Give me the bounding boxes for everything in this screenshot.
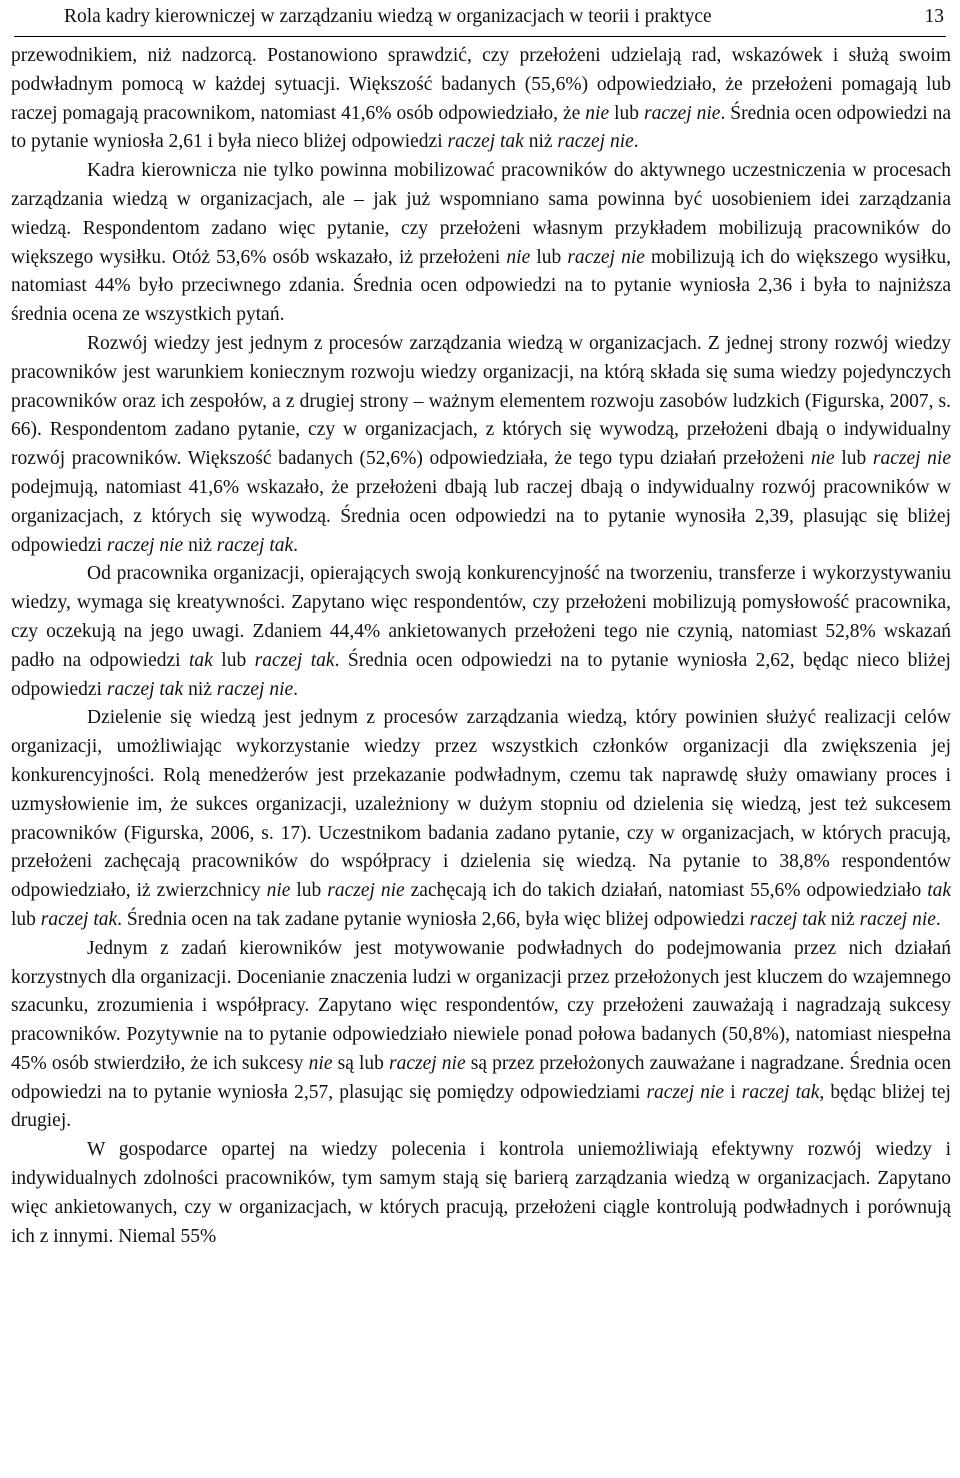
header-title: Rola kadry kierowniczej w zarządzaniu wiedzą w organizacjach w teorii i praktyce [64,6,712,27]
paragraph [11,1136,951,1251]
paragraph [11,560,951,704]
italic-term: nie [810,448,835,470]
text-run: . [935,908,941,930]
paragraph [11,935,951,1137]
text-run: niż [183,678,217,700]
italic-term: raczej tak [40,908,118,930]
text-run: Rozwój wiedzy jest jednym z procesów zarządzania wiedzą w organizacjach. Z jednej strony rozwój wiedzy pracowników jest warunkiem koniecznym rozwoju wiedzy organizacji, na którą składa się suma wiedzy pojedynczych pracowników oraz ich zespołów, a z drugiej strony – ważnym elementem rozwoju zasobów ludzkich (Figurska, 2007, s. 66). Respondentom zadano pytanie, czy w organizacjach, z których się wywodzą, przełożeni dbają o indywidualny rozwój pracowników. Większość badanych (52,6%) odpowiedziała, że tego typu działań przełożeni [11,332,951,470]
text-run: niż [825,908,860,930]
italic-term: nie [585,102,610,124]
text-run: niż [183,534,217,556]
paragraph [11,42,951,157]
italic-term: raczej nie [646,1081,725,1103]
page-number: 13 [924,6,944,27]
text-run: . [633,131,639,153]
text-run: Kadra kierownicza nie tylko powinna mobilizować pracowników do aktywnego uczestniczenia w procesach zarządzania wiedzą w organizacjach, ale – jak już wspomniano sama powinna być uosobieniem idei zarządzania wiedzą. Respondentom zadano więc pytanie, czy przełożeni własnym przykładem mobilizują pracowników do większego wysiłku. Otóż 53,6% osób wskazało, iż przełożeni [11,160,951,268]
italic-term: nie [266,880,291,902]
paragraph [11,704,951,934]
text-run: lub [530,246,568,268]
italic-term: raczej tak [106,678,184,700]
italic-term: raczej tak [216,534,294,556]
italic-term: raczej tak [741,1081,820,1103]
text-run: są przez przełożonych zauważane i nagradzane. Średnia ocen odpowiedzi na to pytanie wyniosła 2,57, plasując się pomiędzy odpowiedziami [11,1052,951,1103]
paragraph [11,330,951,560]
text-run: niż [523,131,558,153]
italic-term: raczej tak [749,908,826,930]
text-run: są lub [332,1052,390,1074]
text-run: i [724,1081,742,1103]
text-run: , będąc bliżej tej drugiej. [11,1081,951,1132]
text-run: mobilizują ich do większego wysiłku, natomiast 44% było przeciwnego zdania. Średnia ocen odpowiedzi na to pytanie wyniosła 2,36 i była to najniższa średnia ocena ze wszystkich pytań. [11,246,951,326]
italic-term: raczej nie [557,131,634,153]
text-run: Jednym z zadań kierowników jest motywowanie podwładnych do podejmowania przez nich działań korzystnych dla organizacji. Docenianie znaczenia ludzi w organizacji przez przełożonych jest kluczem do wzajemnego szacunku, zrozumienia i współpracy. Zapytano więc respondentów, czy przełożeni zauważają i nagradzają sukcesy pracowników. Pozytywnie na to pytanie odpowiedziało niewiele ponad połowa badanych (50,8%), natomiast niespełna 45% osób stwierdziło, że ich sukcesy [11,937,951,1074]
text-run: lub [212,649,255,671]
text-run: . [293,678,299,700]
text-run: lub [834,448,873,470]
italic-term: raczej nie [567,246,645,268]
italic-term: raczej tak [254,649,335,671]
italic-term: raczej nie [643,102,721,124]
paragraph [11,157,951,330]
text-run: W gospodarce opartej na wiedzy polecenia i kontrola uniemożliwiają efektywny rozwój wiedzy i indywidualnych zdolności pracowników, tym samym stają się barierą zarządzania wiedzą w organizacjach. Zapytano więc ankietowanych, czy w organizacjach, w których pracują, przełożeni ciągle kontrolują podwładnych i porównują ich z innymi. Niemal 55% [11,1139,951,1247]
italic-term: tak [189,649,213,671]
italic-term: tak [927,880,952,902]
text-run: Dzielenie się wiedzą jest jednym z procesów zarządzania wiedzą, który powinien służyć realizacji celów organizacji, umożliwiając wykorzystanie wiedzy przez wszystkich członków organizacji dla zwiększenia jej konkurencyjności. Rolą menedżerów jest przekazanie podwładnym, czemu tak naprawdę służy omawiany proces i uzmysłowienie im, że sukces organizacji, uzależniony w dużym stopniu od dzielenia się wiedzą, jest też sukcesem pracowników (Figurska, 2006, s. 17). Uczestnikom badania zadano pytanie, czy w organizacjach, w których pracują, przełożeni zachęcają pracowników do współpracy i dzielenia się wiedzą. Na pytanie to 38,8% respondentów odpowiedziało, iż zwierzchnicy [11,707,951,902]
italic-term: raczej nie [859,908,936,930]
italic-term: raczej nie [872,448,951,470]
text-run: . Średnia ocen odpowiedzi na to pytanie wyniosła 2,61 i była nieco bliżej odpowiedzi [11,102,951,153]
text-run: . [293,534,299,556]
running-header [14,2,946,37]
text-run: Od pracownika organizacji, opierających swoją konkurencyjność na tworzeniu, transferze i wykorzystywaniu wiedzy, wymaga się kreatywności. Zapytano więc respondentów, czy przełożeni mobilizują pomysłowość pracownika, czy oczekują na jego uwagi. Zdaniem 44,4% ankietowanych przełożeni tego nie czynią, natomiast 52,8% wskazań padło na odpowiedzi [11,563,951,671]
italic-term: raczej tak [447,131,524,153]
text-run: lub [609,102,644,124]
body-text [11,42,951,1251]
text-run: . Średnia ocen na tak zadane pytanie wyniosła 2,66, była więc bliżej odpowiedzi [117,908,750,930]
text-run: zachęcają ich do takich działań, natomiast 55,6% odpowiedziało [404,880,928,902]
italic-term: nie [308,1052,333,1074]
italic-term: raczej nie [106,534,184,556]
text-run: przewodnikiem, niż nadzorcą. Postanowiono sprawdzić, czy przełożeni udzielają rad, wskazówek i służą swoim podwładnym pomocą w każdej sytuacji. Większość badanych (55,6%) odpowiedziało, że przełożeni pomagają lub raczej pomagają pracownikom, natomiast 41,6% osób odpowiedziało, że [11,45,951,124]
italic-term: nie [506,246,531,268]
text-run: podejmują, natomiast 41,6% wskazało, że przełożeni dbają lub raczej dbają o indywidualny rozwój pracowników w organizacjach, z których się wywodzą. Średnia ocen odpowiedzi na to pytanie wynosiła 2,39, plasując się bliżej odpowiedzi [11,476,951,556]
italic-term: raczej nie [216,678,294,700]
text-run: . Średnia ocen odpowiedzi na to pytanie wyniosła 2,62, będąc nieco bliżej odpowiedzi [11,649,951,700]
italic-term: raczej nie [389,1052,466,1074]
italic-term: raczej nie [327,880,405,902]
text-run: lub [11,908,41,930]
text-run: lub [290,880,328,902]
